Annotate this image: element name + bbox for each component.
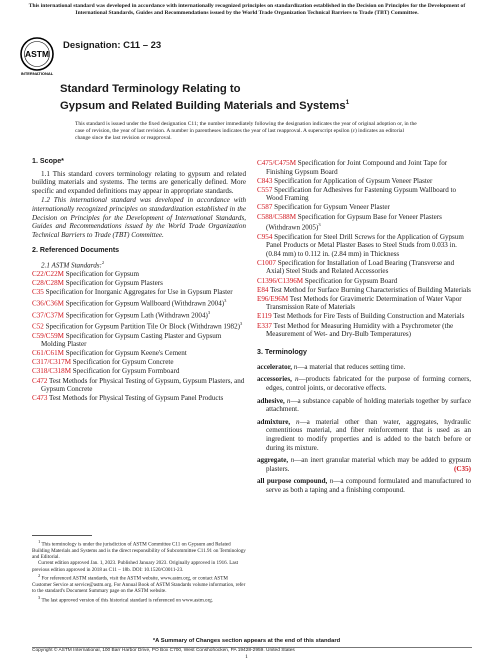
term-word: accessories,: [257, 375, 292, 384]
term-definition: [257, 418, 471, 452]
reference-title: Specification for Gypsum Board: [303, 276, 398, 285]
reference-title: Test Methods for Physical Testing of Gypsum Panel Products: [47, 394, 224, 403]
reference-item: [32, 367, 246, 376]
footnote-text: The last approved version of this historical standard is referenced on www.astm.org.: [41, 597, 214, 604]
reference-title: Specification for Gypsum Lath (Withdrawn 2004): [63, 310, 208, 319]
footnote: [32, 560, 246, 572]
reference-code-link[interactable]: C1396/C1396M: [257, 276, 304, 285]
reference-item: [257, 186, 471, 203]
reference-item: [257, 203, 471, 212]
footnote: [32, 539, 246, 560]
reference-item: [257, 233, 471, 259]
reference-code-link[interactable]: C35: [32, 288, 44, 297]
reference-item: [32, 309, 246, 320]
reference-title: Specification for Gypsum Base for Veneer Plasters (Withdrawn 2005): [266, 212, 442, 232]
reference-code-link[interactable]: C475/C475M: [257, 159, 297, 167]
definition-text: —an inert granular material which may be added to gypsum plasters.: [266, 456, 471, 473]
term-word: accelerator,: [257, 362, 292, 371]
definition-text: —products fabricated for the purpose of forming corners, edges, control joints, or decorative effects.: [266, 375, 471, 393]
reference-title: Test Method for Surface Burning Characteristics of Building Materials: [268, 285, 471, 294]
reference-title: Specification for Gypsum: [63, 269, 139, 278]
terms-list: [257, 363, 471, 495]
reference-item: [32, 279, 246, 288]
definition-text: —a substance capable of holding materials together by surface attachment.: [266, 396, 471, 414]
reference-code-link[interactable]: C52: [32, 322, 44, 331]
scope-paragraph-1: 1.1 This standard covers terminology relating to gypsum and related building materials and systems. The terms are generically defined. More specific and expanded definitions may appear in appropriate standards.: [32, 169, 246, 195]
reference-code-link[interactable]: C843: [257, 176, 273, 185]
page-number: 1: [245, 654, 248, 660]
reference-item: [257, 277, 471, 286]
term-word: aggregate,: [257, 456, 289, 465]
reference-item: [257, 286, 471, 295]
reference-code-link[interactable]: C472: [32, 376, 48, 385]
term-definition: [257, 363, 471, 372]
reference-title: Specification for Installation of Load Bearing (Transverse and Axial) Steel Studs and Related Accessories: [266, 258, 455, 276]
reference-item: [32, 297, 246, 308]
reference-code-link[interactable]: E337: [257, 321, 272, 330]
footnote-number: 1: [38, 539, 41, 544]
reference-code-link[interactable]: C36/C36M: [32, 299, 64, 308]
reference-item: [32, 332, 246, 349]
footnote-marker: 3: [318, 222, 321, 228]
reference-title: Test Methods for Fire Tests of Building Construction and Materials: [271, 312, 465, 321]
term-definition: [257, 477, 471, 494]
reference-code-link[interactable]: C318/C318M: [32, 367, 72, 376]
referenced-documents-heading: 2. Referenced Documents: [32, 246, 120, 255]
reference-item: [32, 349, 246, 358]
footnote: [32, 595, 246, 604]
reference-title: Specification for Adhesives for Fastening Gypsum Wallboard to Wood Framing: [266, 185, 457, 203]
term-definition: [257, 375, 471, 392]
reference-title: Specification for Gypsum Veneer Plaster: [272, 203, 390, 212]
scope-heading: 1. Scope*: [32, 157, 64, 165]
issue-note: This standard is issued under the fixed designation C11; the number immediately following the designation indicates the year of original adoption or, in the case of revision, the year of last revision. A number in parentheses indicates the year of last reapproval. A superscript epsilon (ε) indicates an editorial change since the last revision or reapproval.: [75, 121, 417, 141]
right-reference-list: [257, 159, 471, 339]
reference-title: Specification for Gypsum Wallboard (Withdrawn 2004): [63, 299, 225, 308]
term-word: all purpose compound,: [257, 477, 328, 486]
astm-standards-label: 2.1 ASTM Standards:$^2$: [41, 259, 105, 270]
reference-title: Test Method for Measuring Humidity with a Psychrometer (the Measurement of Wet- and Dry-Bulb Temperatures): [266, 321, 454, 339]
reference-code-link[interactable]: C557: [257, 185, 273, 194]
reference-item: [32, 377, 246, 394]
term-source-link[interactable]: (C35): [454, 464, 471, 473]
reference-title: Specification for Application of Gypsum Veneer Plaster: [272, 176, 433, 185]
part-of-speech: n: [290, 456, 295, 465]
footnote-number: 2: [38, 573, 41, 579]
reference-title: Specification for Gypsum Concrete: [71, 358, 174, 367]
footnote-number: 3: [38, 594, 41, 600]
definition-text: —a material that reduces setting time.: [297, 362, 406, 371]
reference-title: Specification for Gypsum Casting Plaster and Gypsum Molding Plaster: [41, 331, 222, 349]
reference-title: Specification for Gypsum Partition Tile Or Block (Withdrawn 1982): [43, 322, 240, 331]
reference-code-link[interactable]: C28/C28M: [32, 278, 64, 287]
reference-item: [257, 213, 471, 233]
term-word: admixture,: [257, 417, 291, 426]
terminology-heading: 3. Terminology: [257, 348, 307, 357]
reference-item: [32, 358, 246, 367]
title-line-1: Standard Terminology Relating to: [60, 83, 241, 95]
summary-of-changes-note: *A Summary of Changes section appears at the end of this standard: [152, 638, 341, 644]
footnotes: [32, 539, 246, 604]
definition-text: —a material other than water, aggregates, hydraulic cementitious material, and fiber reinforcement that is used as an ingredient to modify properties and is added to the batch before or during its mixture.: [266, 417, 471, 452]
reference-title: Test Methods for Physical Testing of Gypsum, Gypsum Plasters, and Gypsum Concrete: [41, 376, 245, 394]
copyright-notice: Copyright © ASTM International, 100 Barr Harbor Drive, PO Box C700, West Conshohocken, PA 19428-2959. United States: [32, 648, 295, 653]
footnote-text: This terminology is under the jurisdiction of ASTM Committee C11 on Gypsum and Related Building Materials and Systems and is the direct responsibility of Subcommittee C11.91 on Terminology and Editorial.: [32, 541, 246, 560]
footnote-text: Current edition approved Jan. 1, 2023. Published January 2023. Originally approved in 1916. Last previous edition approved in 2018 as C11 – 18b. DOI: 10.1520/C0011-23.: [32, 560, 239, 573]
astm-logo: [19, 36, 55, 76]
reference-item: [32, 270, 246, 279]
footnote-rule: [32, 535, 92, 536]
footnote-text: For referenced ASTM standards, visit the ASTM website, www.astm.org, or contact ASTM Customer Service at service@astm.org. For Annual Book of ASTM Standards volume information, refer to the standard's Document Summary page on the ASTM website.: [32, 575, 246, 595]
logo-text: ASTM: [24, 49, 50, 59]
footnote-marker: 3: [207, 309, 211, 315]
title-line-2: Gypsum and Related Building Materials and Systems$^1$: [60, 99, 350, 112]
reference-code-link[interactable]: C587: [257, 203, 273, 212]
reference-code-link[interactable]: E96/E96M: [257, 294, 289, 303]
reference-code-link[interactable]: C59/C59M: [32, 331, 64, 340]
reference-code-link[interactable]: C588/C588M: [257, 212, 297, 221]
reference-code-link[interactable]: E84: [257, 285, 269, 294]
scope-paragraph-2: 1.2 This international standard was developed in accordance with internationally recognized principles on standardization established in the Decision on Principles for the Development of International Standards, Guides and Recommendations issued by the World Trade Organization Technical Barriers to Trade (TBT) Committee.: [32, 196, 246, 239]
left-column: [32, 157, 246, 403]
part-of-speech: n: [294, 375, 299, 384]
reference-title: Specification for Gypsum Keene's Cement: [63, 349, 187, 358]
reference-title: Specification for Steel Drill Screws for the Application of Gypsum Panel Products or Metal Plaster Bases to Steel Studs from 0.033 in. (0.84 mm) to 0.112 in. (2.84 mm) in Thickness: [266, 232, 464, 258]
logo-subtext: INTERNATIONAL: [20, 71, 54, 76]
footnote: [32, 573, 246, 594]
reference-code-link[interactable]: C317/C317M: [32, 358, 72, 367]
reference-code-link[interactable]: C61/C61M: [32, 349, 64, 358]
part-of-speech: n: [296, 417, 300, 426]
reference-code-link[interactable]: C37/C37M: [32, 310, 64, 319]
reference-title: Specification for Joint Compound and Joint Tape for Finishing Gypsum Board: [266, 159, 448, 176]
footnote-marker: 3: [224, 298, 227, 304]
reference-code-link[interactable]: C473: [32, 394, 48, 403]
term-definition: [257, 397, 471, 414]
footnote-marker: 3: [239, 321, 243, 327]
definition-text: —a compound formulated and manufactured to serve as both a taping and a finishing compound.: [266, 477, 471, 494]
reference-item: [257, 177, 471, 186]
reference-title: Specification for Gypsum Plasters: [63, 278, 163, 287]
reference-item: [257, 322, 471, 339]
term-definition: [257, 456, 471, 473]
part-of-speech: n: [293, 362, 298, 371]
reference-code-link[interactable]: C954: [257, 232, 273, 241]
reference-item: [257, 312, 471, 321]
part-of-speech: n: [329, 477, 334, 486]
reference-item: [32, 320, 246, 331]
tbt-banner: This international standard was developed in accordance with internationally recognized principles on standardization established in the Decision on Principles for the Development of International Standards, Guides and Recommendations issued by the World Trade Organization Technical Barriers to Trade (TBT) Committee.: [28, 3, 466, 16]
document-title: [60, 82, 420, 113]
reference-title: Specification for Inorganic Aggregates for Use in Gypsum Plaster: [43, 288, 233, 297]
reference-item: [257, 259, 471, 276]
reference-item: [257, 295, 471, 312]
reference-item: [32, 288, 246, 297]
reference-code-link[interactable]: C1007: [257, 258, 276, 267]
reference-item: [257, 159, 471, 176]
left-reference-list: [32, 270, 246, 403]
designation: Designation: C11 – 23: [63, 40, 162, 51]
right-column: [257, 159, 471, 499]
term-word: adhesive,: [257, 396, 285, 405]
part-of-speech: n: [286, 396, 291, 405]
reference-code-link[interactable]: E119: [257, 312, 272, 321]
reference-item: [32, 394, 246, 403]
reference-code-link[interactable]: C22/C22M: [32, 269, 64, 278]
reference-title: Test Methods for Gravimetric Determination of Water Vapor Transmission Rate of Materials: [266, 294, 462, 312]
reference-title: Specification for Gypsum Formboard: [71, 367, 180, 376]
